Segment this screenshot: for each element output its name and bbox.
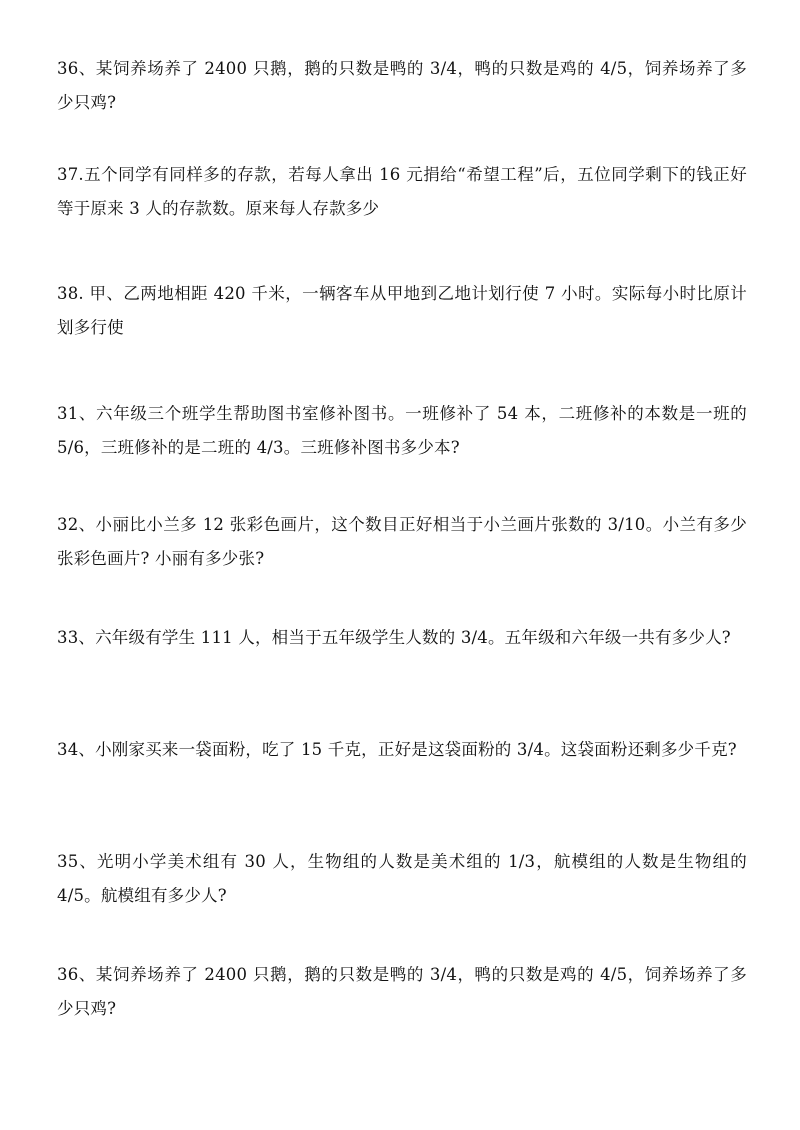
- problem-text: 31、六年级三个班学生帮助图书室修补图书。一班修补了 54 本，二班修补的本数是一班的 5/6，三班修补的是二班的 4/3。三班修补图书多少本?: [57, 404, 747, 457]
- problem-37: [57, 158, 747, 226]
- problem-text: 32、小丽比小兰多 12 张彩色画片，这个数目正好相当于小兰画片张数的 3/10。小兰有多少张彩色画片? 小丽有多少张?: [57, 515, 747, 568]
- problem-text: 36、某饲养场养了 2400 只鹅，鹅的只数是鸭的 3/4，鸭的只数是鸡的 4/5，饲养场养了多少只鸡?: [57, 59, 747, 112]
- problem-text: 36、某饲养场养了 2400 只鹅，鹅的只数是鸭的 3/4，鸭的只数是鸡的 4/5，饲养场养了多少只鸡?: [57, 965, 747, 1018]
- problem-34: [57, 733, 747, 767]
- problem-text: 35、光明小学美术组有 30 人，生物组的人数是美术组的 1/3，航模组的人数是生物组的 4/5。航模组有多少人?: [57, 852, 747, 905]
- problem-text: 34、小刚家买来一袋面粉，吃了 15 千克，正好是这袋面粉的 3/4。这袋面粉还剩多少千克?: [57, 740, 737, 759]
- problem-text: 37.五个同学有同样多的存款，若每人拿出 16 元捐给“希望工程”后，五位同学剩下的钱正好等于原来 3 人的存款数。原来每人存款多少: [57, 165, 747, 218]
- problem-38: [57, 277, 747, 345]
- problem-36-second: [57, 958, 747, 1026]
- problem-text: 38. 甲、乙两地相距 420 千米，一辆客车从甲地到乙地计划行使 7 小时。实际每小时比原计划多行使: [57, 284, 747, 337]
- problem-33: [57, 621, 747, 655]
- problem-36-first: [57, 52, 747, 120]
- problem-31: [57, 397, 747, 465]
- problem-text: 33、六年级有学生 111 人，相当于五年级学生人数的 3/4。五年级和六年级一共有多少人?: [57, 628, 731, 647]
- problem-32: [57, 508, 747, 576]
- problem-35: [57, 845, 747, 913]
